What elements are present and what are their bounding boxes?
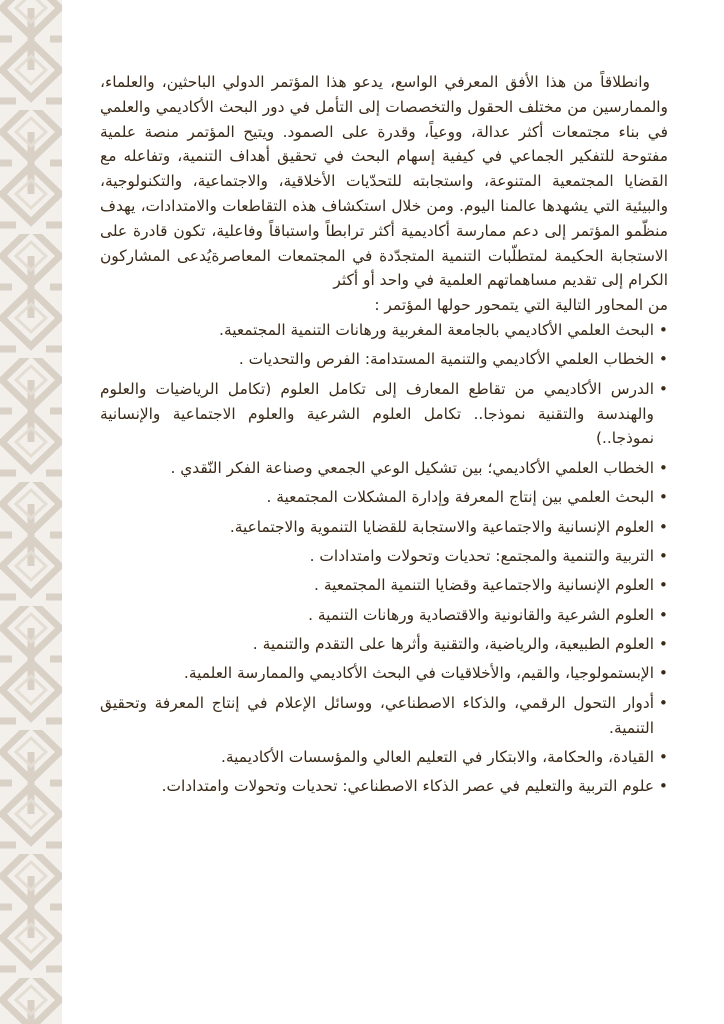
axis-item: • الدرس الأكاديمي من تقاطع المعارف إلى تكامل العلوم (تكامل الرياضيات والعلوم والهندسة والتقنية نموذجا.. تكامل العلوم الشرعية والعلوم الاجتماعية والإنسانية نموذجا..)	[100, 377, 668, 451]
axis-item: • أدوار التحول الرقمي، والذكاء الاصطناعي، ووسائل الإعلام في إنتاج المعرفة وتحقيق التنمية.	[100, 691, 668, 741]
axis-item: • التربية والتنمية والمجتمع: تحديات وتحولات وامتدادات .	[100, 544, 668, 569]
axis-item: • الخطاب العلمي الأكاديمي والتنمية المستدامة: الفرص والتحديات .	[100, 347, 668, 372]
axis-item: • البحث العلمي بين إنتاج المعرفة وإدارة المشكلات المجتمعية .	[100, 485, 668, 510]
intro-paragraph: وانطلاقاً من هذا الأفق المعرفي الواسع، يدعو هذا المؤتمر الدولي الباحثين، والعلماء، والممارسين من مختلف الحقول والتخصصات إلى التأمل في دور البحث الأكاديمي والعلمي في بناء مجتمعات أكثر عدالة، ووعياً، وقدرة على الصمود. ويتيح المؤتمر منصة علمية مفتوحة للتفكير الجماعي في كيفية إسهام البحث في تحقيق أهداف التنمية، وتفاعله مع القضايا المجتمعية المتنوعة، واستجابته للتحدّيات الأخلاقية، والاجتماعية، والتكنولوجية، والبيئية التي يشهدها عالمنا اليوم. ومن خلال استكشاف هذه التقاطعات والامتدادات، يهدف منظّمو المؤتمر إلى دعم ممارسة أكاديمية أكثر ترابطاً واستباقاً وفاعلية، تكون قادرة على الاستجابة الحكيمة لمتطلّبات التنمية المتجدّدة في المجتمعات المعاصرةيُدعى المشاركون الكرام إلى تقديم مساهماتهم العلمية في واحد أو أكثر	[100, 73, 668, 290]
document-body	[100, 70, 668, 804]
axis-item: • العلوم الطبيعية، والرياضية، والتقنية وأثرها على التقدم والتنمية .	[100, 632, 668, 657]
axis-item: • الخطاب العلمي الأكاديمي؛ بين تشكيل الوعي الجمعي وصناعة الفكر النّقدي .	[100, 456, 668, 481]
axis-item: • العلوم الإنسانية والاجتماعية والاستجابة للقضايا التنموية والاجتماعية.	[100, 515, 668, 540]
axis-item: • العلوم الشرعية والقانونية والاقتصادية ورهانات التنمية .	[100, 603, 668, 628]
conference-axes-list	[100, 318, 668, 799]
axis-item: • علوم التربية والتعليم في عصر الذكاء الاصطناعي: تحديات وتحولات وامتدادات.	[100, 774, 668, 799]
axis-item: • القيادة، والحكامة، والابتكار في التعليم العالي والمؤسسات الأكاديمية.	[100, 745, 668, 770]
axes-intro-line: من المحاور التالية التي يتمحور حولها المؤتمر :	[374, 296, 668, 315]
axis-item: • البحث العلمي الأكاديمي بالجامعة المغربية ورهانات التنمية المجتمعية.	[100, 318, 668, 343]
geometric-pattern-graphic	[0, 0, 62, 1024]
decorative-side-pattern	[0, 0, 62, 1024]
axis-item: • العلوم الإنسانية والاجتماعية وقضايا التنمية المجتمعية .	[100, 573, 668, 598]
axis-item: • الإبستمولوجيا، والقيم، والأخلاقيات في البحث الأكاديمي والممارسة العلمية.	[100, 661, 668, 686]
